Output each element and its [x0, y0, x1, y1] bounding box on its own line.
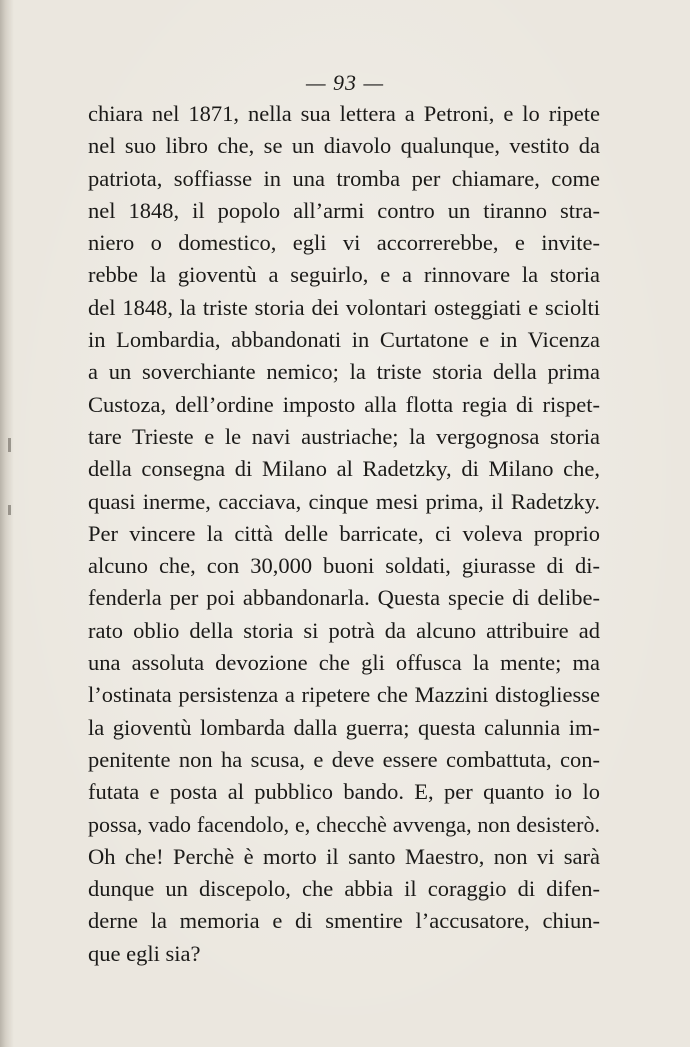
text-line: nel 1848, il popolo all’armi contro un tiranno stra- [88, 197, 600, 223]
text-line: una assoluta devozione che gli offusca la mente; ma [88, 650, 600, 676]
text-line: chiara nel 1871, nella sua lettera a Petroni, e lo ripete [88, 101, 600, 126]
edge-mark [8, 505, 11, 515]
text-line: in Lombardia, abbandonati in Curtatone e in Vicenza [88, 327, 600, 353]
text-line: fenderla per poi abbandonarla. Questa specie di delibe- [88, 585, 600, 611]
text-line: Per vincere la città delle barricate, ci voleva proprio [88, 520, 600, 546]
text-line: rebbe la gioventù a seguirlo, e a rinnovare la storia [88, 262, 600, 288]
edge-mark [8, 438, 11, 452]
text-line: penitente non ha scusa, e deve essere combattuta, con- [88, 746, 600, 772]
text-line: nel suo libro che, se un diavolo qualunque, vestito da [88, 133, 600, 159]
text-line: dunque un discepolo, che abbia il coraggio di difen- [88, 876, 600, 902]
text-line: tare Trieste e le navi austriache; la vergognosa storia [88, 423, 600, 449]
text-line: niero o domestico, egli vi accorrerebbe, e invite- [88, 230, 600, 256]
text-line: futata e posta al pubblico bando. E, per quanto io lo [88, 779, 600, 805]
page-number: — 93 — [305, 70, 385, 95]
text-line: Oh che! Perchè è morto il santo Maestro, non vi sarà [88, 843, 600, 869]
binding-edge [0, 0, 14, 1047]
text-line: l’ostinata persistenza a ripetere che Mazzini distogliesse [88, 682, 600, 708]
text-line: la gioventù lombarda dalla guerra; questa calunnia im- [88, 714, 600, 740]
text-line: rato oblio della storia si potrà da alcuno attribuire ad [88, 617, 600, 643]
text-line: Custoza, dell’ordine imposto alla flotta regia di rispet- [88, 391, 600, 417]
text-line: del 1848, la triste storia dei volontari osteggiati e sciolti [88, 294, 600, 320]
text-line: que egli sia? [88, 940, 201, 966]
text-line: della consegna di Milano al Radetzky, di Milano che, [88, 456, 600, 482]
text-line: alcuno che, con 30,000 buoni soldati, giurasse di di- [88, 553, 600, 579]
text-line: patriota, soffiasse in una tromba per chiamare, come [88, 165, 600, 191]
text-line: a un soverchiante nemico; la triste storia della prima [88, 359, 600, 385]
text-line: possa, vado facendolo, e, checchè avvenga, non desisterò. [88, 811, 600, 837]
text-line: derne la memoria e di smentire l’accusatore, chiun- [88, 908, 600, 934]
text-line: quasi inerme, cacciava, cinque mesi prima, il Radetzky. [88, 488, 600, 514]
body-text [88, 98, 600, 970]
